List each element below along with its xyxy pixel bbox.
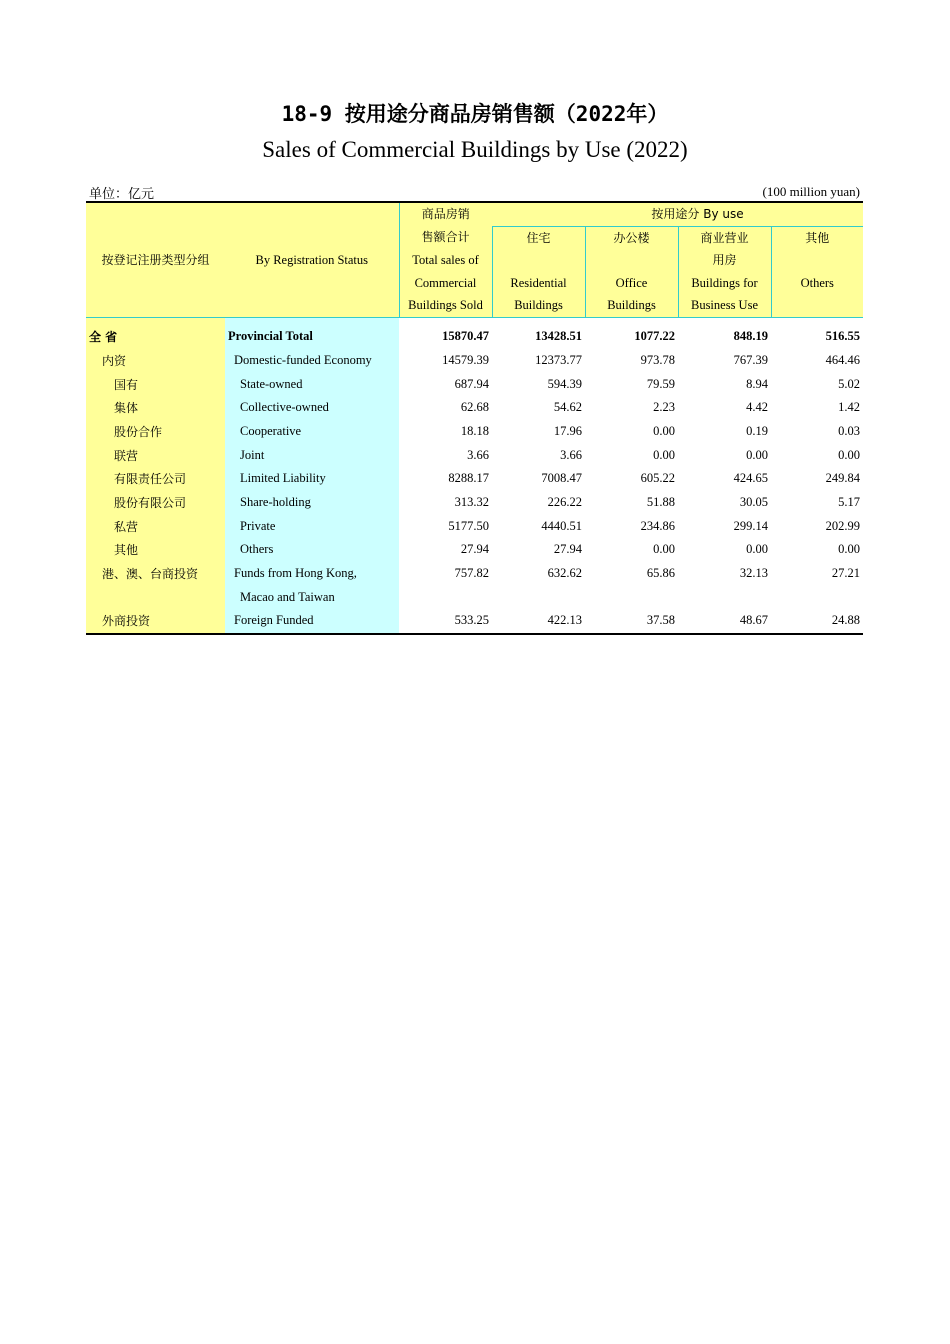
row-label-cn: 其他	[86, 538, 225, 562]
page-title-cn: 18-9 按用途分商品房销售额（2022年）	[281, 102, 669, 126]
value-office: 234.86	[640, 518, 675, 533]
value-others: 24.88	[771, 609, 863, 634]
table-row	[86, 372, 863, 396]
header-business-cn-2: 用房	[678, 249, 771, 272]
value-others: 5.02	[838, 376, 861, 391]
table-row	[86, 514, 863, 538]
value-others: 5.17	[838, 494, 861, 509]
header-business-en-2: Business Use	[678, 294, 771, 317]
value-office: 0.00	[653, 423, 675, 438]
row-label-en: Share-holding	[225, 491, 399, 515]
row-label-cn: 内资	[86, 349, 225, 373]
value-business: 424.65	[733, 471, 768, 486]
value-office: 605.22	[640, 471, 675, 486]
value-residential: 632.62	[547, 566, 582, 581]
value-residential: 13428.51	[535, 328, 582, 343]
row-label-cn: 有限责任公司	[86, 467, 225, 491]
row-label-en-continued: Macao and Taiwan	[225, 585, 399, 609]
value-business: 48.67	[678, 609, 771, 634]
value-total: 757.82	[454, 566, 489, 581]
value-business: 0.19	[746, 423, 768, 438]
value-residential: 54.62	[553, 400, 582, 415]
header-business-cn-1: 商业营业	[678, 226, 771, 249]
value-others: 464.46	[825, 352, 861, 367]
header-by-use: 按用途分 By use	[492, 202, 863, 226]
header-total-cn-2: 售额合计	[399, 226, 492, 249]
table-row	[86, 609, 863, 634]
value-office: 0.00	[653, 447, 675, 462]
value-others: 202.99	[825, 518, 861, 533]
value-business: 4.42	[746, 400, 768, 415]
value-residential: 4440.51	[541, 518, 582, 533]
value-office: 2.23	[653, 400, 675, 415]
value-others: 1.42	[838, 400, 861, 415]
row-label-en: Others	[225, 538, 399, 562]
header-residential-en-2: Buildings	[492, 294, 585, 317]
value-business: 0.00	[746, 542, 768, 557]
value-others: 0.00	[838, 542, 861, 557]
header-total-cn-1: 商品房销	[399, 202, 492, 226]
value-office: 973.78	[640, 352, 675, 367]
value-office: 37.58	[585, 609, 678, 634]
table-row	[86, 349, 863, 373]
table-row	[86, 443, 863, 467]
row-label-en: Joint	[225, 443, 399, 467]
row-label-en: Provincial Total	[225, 317, 399, 349]
row-label-en: Foreign Funded	[225, 609, 399, 634]
table-row	[86, 467, 863, 491]
value-residential: 3.66	[560, 447, 582, 462]
value-total: 15870.47	[442, 328, 489, 343]
header-office-en-1: Office	[585, 272, 678, 295]
row-label-cn: 国有	[86, 372, 225, 396]
row-label-en: Cooperative	[225, 420, 399, 444]
value-business: 8.94	[746, 376, 768, 391]
value-total: 533.25	[399, 609, 492, 634]
value-business: 848.19	[733, 328, 768, 343]
value-total: 14579.39	[442, 352, 489, 367]
row-label-cn: 集体	[86, 396, 225, 420]
value-others: 516.55	[825, 328, 861, 343]
value-office: 51.88	[646, 494, 675, 509]
header-office-cn: 办公楼	[585, 226, 678, 249]
row-label-cn: 港、澳、台商投资	[86, 562, 225, 586]
value-residential: 7008.47	[541, 471, 582, 486]
value-others: 27.21	[831, 566, 861, 581]
header-residential-cn: 住宅	[492, 226, 585, 249]
value-office: 0.00	[653, 542, 675, 557]
value-residential: 17.96	[553, 423, 582, 438]
header-office-en-2: Buildings	[585, 294, 678, 317]
row-label-cn: 股份有限公司	[86, 491, 225, 515]
table-row	[86, 562, 863, 586]
row-label-cn: 外商投资	[86, 609, 225, 634]
table-body	[86, 317, 863, 634]
value-residential: 12373.77	[535, 352, 582, 367]
value-total: 8288.17	[448, 471, 489, 486]
table-row	[86, 538, 863, 562]
value-office: 65.86	[646, 566, 675, 581]
table-row	[86, 396, 863, 420]
value-residential: 27.94	[553, 542, 582, 557]
row-label-en: State-owned	[225, 372, 399, 396]
value-total: 687.94	[454, 376, 489, 391]
value-others: 0.00	[838, 447, 861, 462]
header-total-en-2: Commercial	[399, 272, 492, 295]
value-business: 32.13	[739, 566, 768, 581]
header-group-en: By Registration Status	[225, 202, 399, 317]
value-residential: 594.39	[547, 376, 582, 391]
table-row	[86, 420, 863, 444]
page-title-en: Sales of Commercial Buildings by Use (2022)	[262, 137, 688, 162]
header-business-en-1: Buildings for	[678, 272, 771, 295]
value-business: 299.14	[733, 518, 768, 533]
row-label-en: Private	[225, 514, 399, 538]
header-residential-en-1: Residential	[492, 272, 585, 295]
value-others: 0.03	[838, 423, 861, 438]
header-others-cn: 其他	[771, 226, 863, 249]
row-label-cn: 股份合作	[86, 420, 225, 444]
row-label-cn: 联营	[86, 443, 225, 467]
table-header	[86, 202, 863, 317]
value-residential: 226.22	[547, 494, 582, 509]
header-group-cn: 按登记注册类型分组	[86, 202, 225, 317]
sales-table	[86, 201, 863, 635]
row-label-en: Domestic-funded Economy	[225, 349, 399, 373]
row-label-en: Limited Liability	[225, 467, 399, 491]
header-total-en-3: Buildings Sold	[399, 294, 492, 317]
row-label-cn: 全 省	[86, 317, 225, 349]
value-business: 30.05	[739, 494, 768, 509]
value-total: 62.68	[460, 400, 489, 415]
table-row-continuation	[86, 585, 863, 609]
row-label-en: Funds from Hong Kong,	[225, 562, 399, 586]
value-total: 5177.50	[448, 518, 489, 533]
value-business: 0.00	[746, 447, 768, 462]
row-label-en: Collective-owned	[225, 396, 399, 420]
header-total-en-1: Total sales of	[399, 249, 492, 272]
header-others-en: Others	[771, 272, 863, 295]
value-total: 27.94	[460, 542, 489, 557]
unit-label-cn: 单位：亿元	[89, 187, 155, 202]
value-others: 249.84	[825, 471, 861, 486]
value-total: 313.32	[454, 494, 489, 509]
row-label-cn: 私营	[86, 514, 225, 538]
unit-label-en: (100 million yuan)	[762, 184, 860, 199]
table-row	[86, 491, 863, 515]
table-row-provincial-total	[86, 317, 863, 349]
value-office: 1077.22	[634, 328, 675, 343]
value-business: 767.39	[733, 352, 768, 367]
value-total: 3.66	[467, 447, 489, 462]
value-residential: 422.13	[492, 609, 585, 634]
value-total: 18.18	[460, 423, 489, 438]
value-office: 79.59	[646, 376, 675, 391]
